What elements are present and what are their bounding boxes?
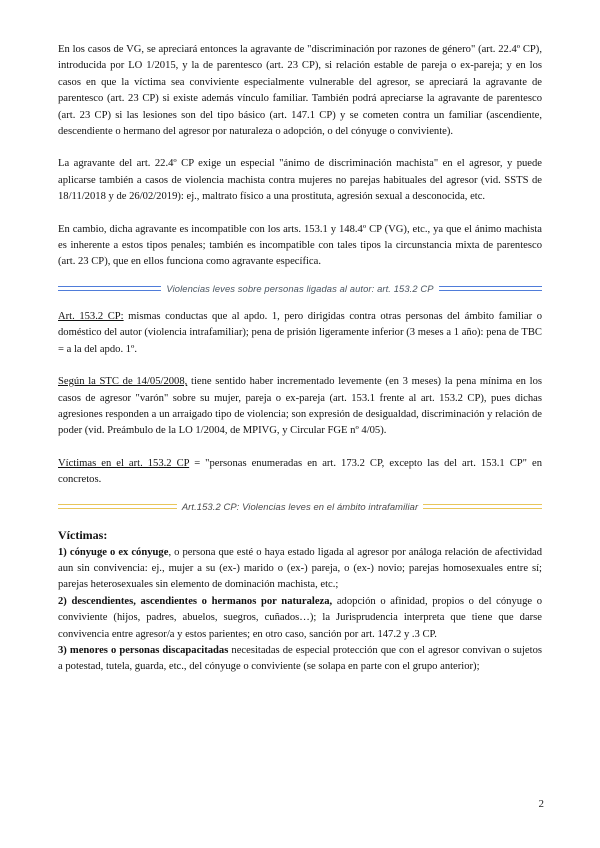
divider-line-right <box>439 286 542 291</box>
list-item-victima-1 <box>58 545 542 594</box>
list-item-victima-2 <box>58 594 542 643</box>
stc-2008-label: Según la STC de 14/05/2008, <box>58 376 188 388</box>
victima-1-label: 1) cónyuge o ex cónyuge <box>58 546 169 558</box>
list-item-victima-3 <box>58 643 542 676</box>
art-153-2-text: mismas conductas que al apdo. 1, pero dirigidas contra otras personas del ámbito familiar o doméstico del autor (violencia intrafamiliar); pena de prisión ligeramente inferior (3 meses a 1 año): pena de TBC = a la del apdo. 1º. <box>58 310 542 355</box>
paragraph-agravante-22-4: La agravante del art. 22.4º CP exige un especial "ánimo de discriminación machista" en el agresor, y puede aplicarse también a casos de violencia machista contra mujeres no parejas habituales del agresor (vid. SSTS de 18/11/2018 y de 26/02/2019): ej., maltrato físico a una prostituta, agresión sexual a desconocida, etc. <box>58 158 542 203</box>
paragraph-victimas-153-2 <box>58 456 542 489</box>
page-number: 2 <box>538 798 544 810</box>
divider-line-left <box>58 504 177 509</box>
victimas-heading: Víctimas: <box>58 527 108 542</box>
victimas-153-2-text: = "personas enumeradas en art. 173.2 CP, excepto las del art. 153.1 CP" en concretos. <box>58 457 542 486</box>
divider-line-left <box>58 286 161 291</box>
art-153-2-label: Art. 153.2 CP: <box>58 310 124 322</box>
paragraph-art-153-2 <box>58 309 542 358</box>
stc-2008-text: tiene sentido haber incrementado levemente (en 3 meses) la pena mínima en los casos de agresor "varón" sobre su mujer, pareja o ex-pareja (art. 153.1 frente al art. 153.2 CP), pues dichas agresiones responden a un arraigado tipo de violencia; son expresión de desigualdad, discriminación y relación de poder (vid. Preámbulo de la LO 1/2004, de MPIVG, y Circular FGE nº 4/05). <box>58 376 542 437</box>
divider-line-right <box>423 504 542 509</box>
section-title-intrafamiliar: Art.153.2 CP: Violencias leves en el ámbito intrafamiliar <box>181 501 419 513</box>
victima-3-label: 3) menores o personas discapacitadas <box>58 644 229 656</box>
victima-3-text: necesitadas de especial protección que con el agresor convivan o sujetos a potestad, tutela, guarda, etc., del cónyuge o conviviente (se solapa en parte con el grupo anterior); <box>58 644 542 673</box>
section-divider-intrafamiliar <box>58 499 542 515</box>
document-page <box>58 42 542 676</box>
victima-1-text: , o persona que esté o haya estado ligada al agresor por análoga relación de afectividad aun sin convivencia: ej., mujer a su (ex-) marido o (ex-) pareja, o (ex-) novio; parejas homosexuales entre sí; parejas heterosexuales sin elemento de dominación machista, etc.; <box>58 546 542 591</box>
section-divider-violencias-leves <box>58 281 542 297</box>
victima-2-label: 2) descendientes, ascendientes o hermanos por naturaleza, <box>58 595 333 607</box>
victima-2-text: adopción o afinidad, propios o del cónyuge o conviviente (hijos, padres, abuelos, suegros, cuñados…); la Jurisprudencia interpreta que tiene que darse convivencia entre agresor/a y estos parientes; en otro caso, sanción por art. 147.2 y .3 CP. <box>58 595 542 640</box>
paragraph-agravante-vg: En los casos de VG, se apreciará entonces la agravante de "discriminación por razones de género" (art. 22.4º CP), introducida por LO 1/2015, y la de parentesco (art. 23 CP), si relación estable de pareja o ex-pareja; y en los casos en que la víctima sea conviviente especialmente vulnerable del agresor, se apreciará la agravante de parentesco (art. 23 CP) si existe además vínculo familiar. También podrá apreciarse la agravante de parentesco (art. 23 CP) si las lesiones son del tipo básico (art. 147.1 CP) y se cometen contra un familiar (ascendiente, descendiente o hermano del agresor por naturaleza o adopción, o del cónyuge o conviviente). <box>58 44 542 138</box>
section-title-violencias-leves: Violencias leves sobre personas ligadas al autor: art. 153.2 CP <box>166 283 434 295</box>
paragraph-incompatibilidad: En cambio, dicha agravante es incompatible con los arts. 153.1 y 148.4º CP (VG), etc., ya que el ánimo machista es inherente a estos tipos penales; también es incompatible con tales tipos la circunstancia mixta de parentesco (art. 23 CP), que en ellos funciona como agravante específica. <box>58 223 542 268</box>
victimas-153-2-label: Víctimas en el art. 153.2 CP <box>58 457 190 469</box>
paragraph-stc-2008 <box>58 374 542 440</box>
